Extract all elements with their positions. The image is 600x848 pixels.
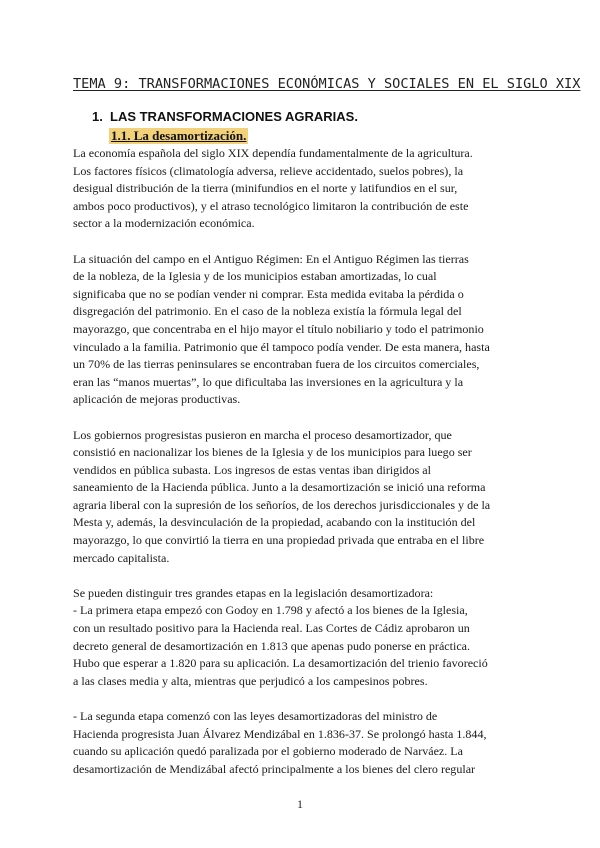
section-number: 1. [92, 109, 103, 124]
text-line: sector a la modernización económica. [73, 216, 255, 231]
text-line: significaba que no se podían vender ni comprar. Esta medida evitaba la pérdida o [73, 286, 464, 301]
text-line: vinculado a la familia. Patrimonio que él tampoco podía vender. De esta manera, hasta [73, 339, 490, 354]
subsection-heading: 1.1. La desamortización. [111, 128, 247, 143]
text-line: mercado capitalista. [73, 550, 170, 565]
text-line: con un resultado positivo para la Hacienda real. Las Cortes de Cádiz aprobaron un [73, 621, 470, 636]
text-line: vendidos en pública subasta. Los ingresos de estas ventas iban dirigidos al [73, 462, 431, 477]
paragraph-gap [73, 690, 533, 708]
paragraph [73, 251, 533, 409]
text-line: mayorazgo, lo que convirtió la tierra en una propiedad privada que entraba en el libre [73, 533, 485, 548]
page-number: 1 [297, 797, 303, 811]
text-line: Hacienda progresista Juan Álvarez Mendizábal en 1.836-37. Se prolongó hasta 1.844, [73, 726, 487, 741]
paragraph-gap [73, 409, 533, 427]
paragraph-gap [73, 233, 533, 251]
paragraph [73, 708, 533, 778]
paragraph [73, 585, 533, 691]
text-line: desamortización de Mendizábal afectó principalmente a los bienes del clero regular [73, 761, 476, 776]
text-line: saneamiento de la Hacienda pública. Junto a la desamortización se inició una reforma [73, 480, 486, 495]
paragraph-gap [73, 567, 533, 585]
text-line: a las clases media y alta, mientras que perjudicó a los campesinos pobres. [73, 673, 428, 688]
text-line: - La segunda etapa comenzó con las leyes desamortizadoras del ministro de [73, 709, 438, 723]
text-line: ambos poco productivos), y el atraso tecnológico limitaron la contribución de este [73, 198, 469, 213]
paragraph [73, 145, 533, 233]
document-body [73, 145, 533, 778]
document-title: TEMA 9: TRANSFORMACIONES ECONÓMICAS Y SOCIALES EN EL SIGLO XIX [73, 76, 581, 92]
text-line: La situación del campo en el Antiguo Régimen: En el Antiguo Régimen las tierras [73, 251, 469, 266]
text-line: eran las “manos muertas”, lo que dificultaba las inversiones en la agricultura y la [73, 374, 464, 389]
section-label: LAS TRANSFORMACIONES AGRARIAS. [110, 109, 358, 124]
text-line: La economía española del siglo XIX dependía fundamentalmente de la agricultura. [73, 146, 473, 160]
text-line: mayorazgo, que concentraba en el hijo mayor el título nobiliario y todo el patrimonio [73, 321, 484, 336]
text-line: agraria liberal con la supresión de los señoríos, de los derechos jurisdiccionales y de la [73, 497, 491, 512]
paragraph [73, 427, 533, 568]
text-line: cuando su aplicación quedó paralizada por el gobierno moderado de Narváez. La [73, 744, 464, 759]
text-line: de la nobleza, de la Iglesia y de los municipios estaban amortizadas, lo cual [73, 269, 437, 284]
text-line: aplicación de mejoras productivas. [73, 392, 241, 407]
text-line: desigual distribución de la tierra (minifundios en el norte y latifundios en el sur, [73, 181, 458, 196]
text-line: decreto general de desamortización en 1.813 que apenas pudo ponerse en práctica. [73, 638, 471, 653]
text-line: disgregación del patrimonio. En el caso de la nobleza existía la fórmula legal del [73, 304, 462, 319]
text-line: Los factores físicos (climatología adversa, relieve accidentado, suelos pobres), la [73, 163, 464, 178]
text-line: Hubo que esperar a 1.820 para su aplicación. La desamortización del trienio favoreció [73, 656, 488, 671]
text-line: Los gobiernos progresistas pusieron en marcha el proceso desamortizador, que [73, 427, 452, 442]
text-line: - La primera etapa empezó con Godoy en 1.798 y afectó a los bienes de la Iglesia, [73, 603, 468, 618]
section-heading [92, 109, 358, 124]
text-line: consistió en nacionalizar los bienes de la Iglesia y de los municipios para luego ser [73, 445, 472, 460]
text-line: Se pueden distinguir tres grandes etapas en la legislación desamortizadora: [73, 585, 434, 600]
text-line: Mesta y, además, la desvinculación de la propiedad, acabando con la institución del [73, 515, 476, 530]
text-line: un 70% de las tierras peninsulares se encontraban fuera de los circuitos comerciales, [73, 357, 480, 372]
